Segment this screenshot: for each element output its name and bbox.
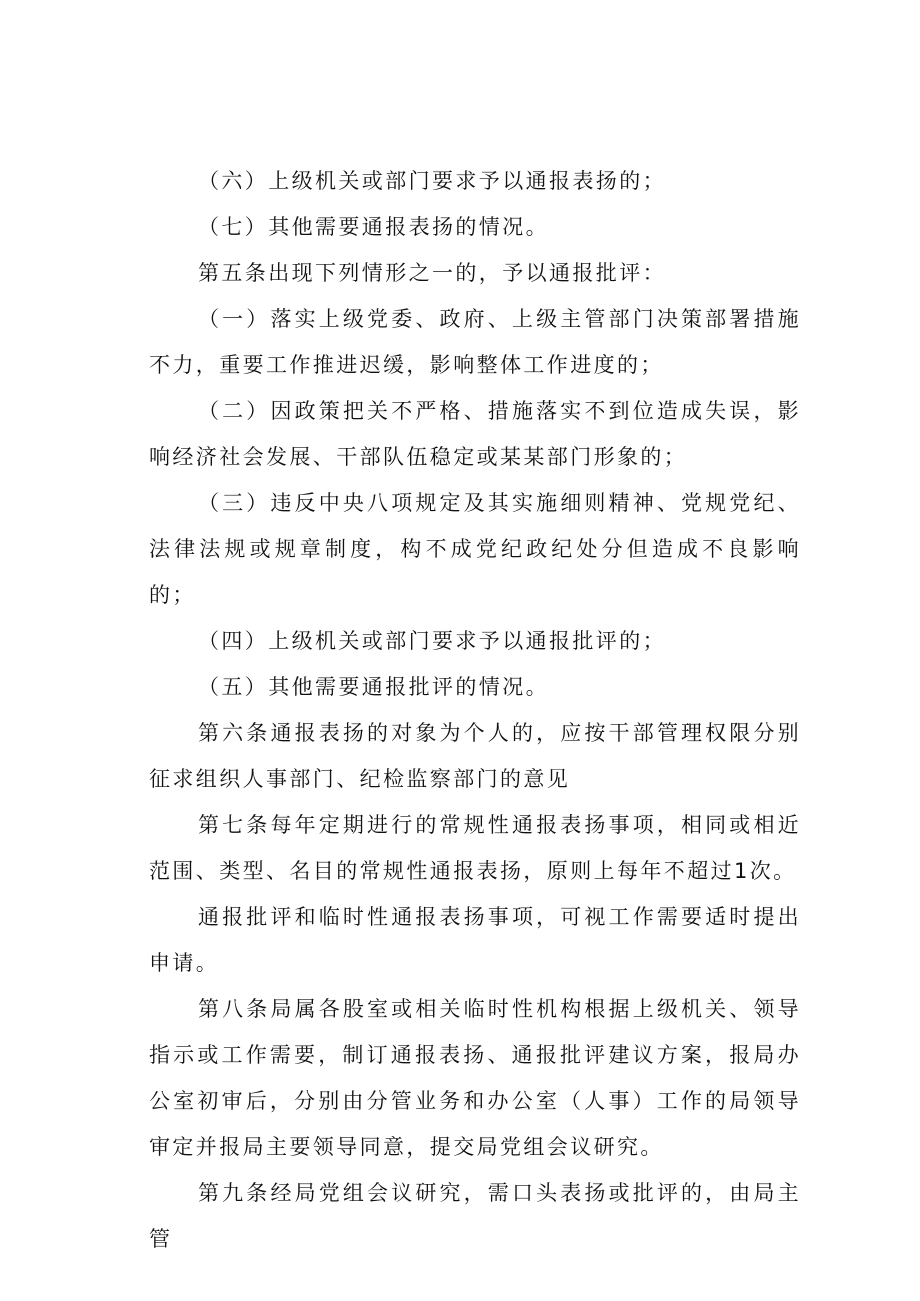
paragraph-1: （六）上级机关或部门要求予以通报表扬的； bbox=[198, 169, 666, 193]
paragraph-12: 第八条局属各股室或相关临时性机构根据上级机关、领导指示或工作需要，制订通报表扬、通报批评建议方案，报局办公室初审后，分别由分管业务和办公室（人事）工作的局领导审定并报局主要领导同意，提交局党组会议研究。 bbox=[149, 997, 801, 1159]
paragraph-2: （七）其他需要通报表扬的情况。 bbox=[198, 215, 549, 239]
paragraph-7: （四）上级机关或部门要求予以通报批评的； bbox=[198, 629, 666, 653]
document-body bbox=[149, 158, 801, 1262]
paragraph-13: 第九条经局党组会议研究，需口头表扬或批评的，由局主管 bbox=[149, 1181, 801, 1251]
paragraph-10: 第七条每年定期进行的常规性通报表扬事项，相同或相近范围、类型、名目的常规性通报表扬，原则上每年不超过1次。 bbox=[149, 813, 801, 883]
paragraph-6: （三）违反中央八项规定及其实施细则精神、党规党纪、法律法规或规章制度，构不成党纪政纪处分但造成不良影响的； bbox=[149, 491, 801, 607]
paragraph-11: 通报批评和临时性通报表扬事项，可视工作需要适时提出申请。 bbox=[149, 905, 801, 975]
paragraph-4: （一）落实上级党委、政府、上级主管部门决策部署措施不力，重要工作推进迟缓，影响整体工作进度的； bbox=[149, 307, 801, 377]
paragraph-5: （二）因政策把关不严格、措施落实不到位造成失误，影响经济社会发展、干部队伍稳定或某某部门形象的； bbox=[149, 399, 801, 469]
paragraph-3: 第五条出现下列情形之一的，予以通报批评： bbox=[198, 261, 666, 285]
paragraph-8: （五）其他需要通报批评的情况。 bbox=[198, 675, 549, 699]
paragraph-9: 第六条通报表扬的对象为个人的，应按干部管理权限分别征求组织人事部门、纪检监察部门的意见 bbox=[149, 721, 801, 791]
